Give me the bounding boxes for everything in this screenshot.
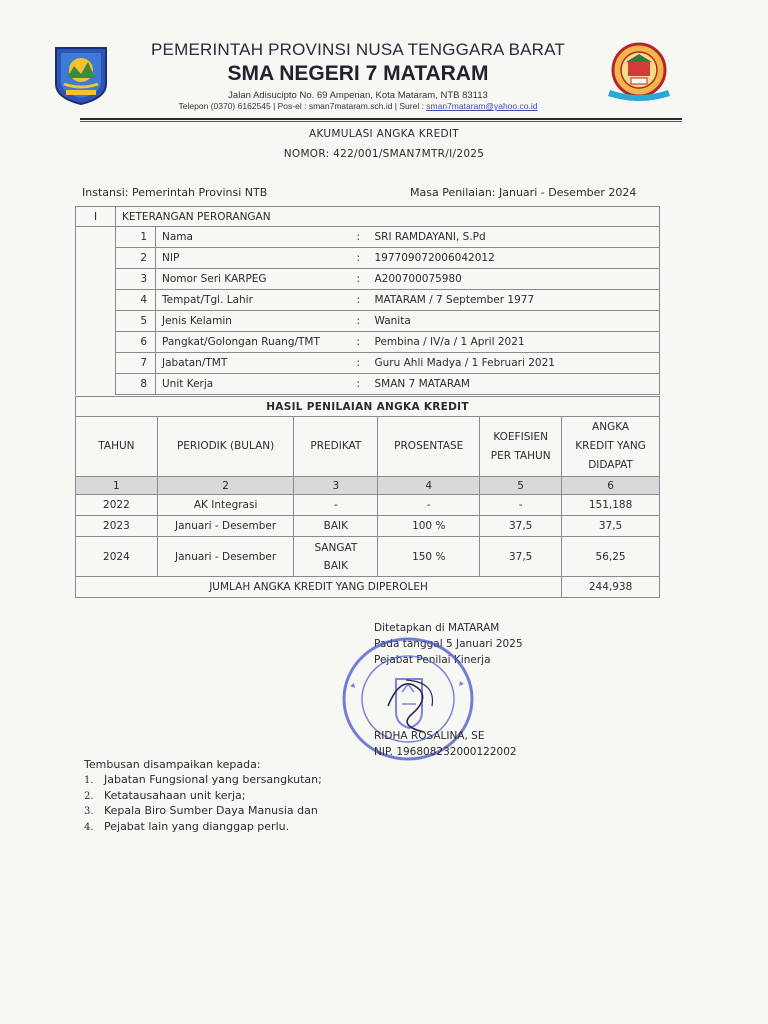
total-row	[76, 577, 660, 598]
letterhead-rule-thick	[80, 118, 682, 120]
cell-tahun: 2023	[76, 516, 158, 537]
list-item	[84, 789, 322, 805]
list-number: 4.	[84, 821, 94, 833]
personal-info-table	[75, 206, 660, 395]
cell-prosentase: 150 %	[378, 537, 480, 577]
colon: :	[356, 315, 361, 327]
colon: :	[356, 231, 361, 243]
indent-cell	[76, 353, 116, 374]
row-number: 1	[116, 227, 156, 248]
row-value: Pembina / IV/a / 1 April 2021	[374, 336, 525, 348]
personal-section-header	[76, 207, 660, 227]
colon: :	[356, 252, 361, 264]
row-value-cell	[351, 353, 660, 374]
signature-role: Pejabat Penilai Kinerja	[374, 654, 491, 666]
row-label: Tempat/Tgl. Lahir	[156, 290, 351, 311]
row-value: MATARAM / 7 September 1977	[374, 294, 535, 306]
letterhead-rule-thin	[80, 121, 682, 122]
document-title: AKUMULASI ANGKA KREDIT	[309, 128, 459, 140]
government-name: PEMERINTAH PROVINSI NUSA TENGGARA BARAT	[151, 40, 565, 59]
row-number: 6	[116, 332, 156, 353]
row-value: SMAN 7 MATARAM	[374, 378, 470, 390]
cell-prosentase: 100 %	[378, 516, 480, 537]
table-row	[76, 495, 660, 516]
row-value: 197709072006042012	[374, 252, 495, 264]
list-text: Jabatan Fungsional yang bersangkutan;	[104, 773, 322, 786]
cell-angka: 151,188	[562, 495, 660, 516]
colon: :	[356, 336, 361, 348]
signer-nip: NIP. 196808232000122002	[374, 746, 517, 758]
table-row	[76, 516, 660, 537]
row-value: Wanita	[374, 315, 411, 327]
section-title: KETERANGAN PERORANGAN	[116, 207, 660, 227]
row-value-cell	[351, 290, 660, 311]
indent-cell	[76, 269, 116, 290]
row-value: SRI RAMDAYANI, S.Pd	[374, 231, 486, 243]
assessment-header-row	[76, 417, 660, 477]
email-link[interactable]: sman7mataram@yahoo.co.id	[426, 101, 538, 111]
indent-cell	[76, 374, 116, 395]
cc-title: Tembusan disampaikan kepada:	[84, 758, 261, 771]
school-contact	[118, 101, 598, 111]
row-label: Unit Kerja	[156, 374, 351, 395]
row-value: Guru Ahli Madya / 1 Februari 2021	[374, 357, 555, 369]
row-number: 8	[116, 374, 156, 395]
school-emblem-icon	[604, 40, 674, 106]
credit-assessment-table	[75, 396, 660, 598]
row-number: 4	[116, 290, 156, 311]
total-label: JUMLAH ANGKA KREDIT YANG DIPEROLEH	[76, 577, 562, 598]
indent-cell	[76, 332, 116, 353]
header-predikat: PREDIKAT	[294, 417, 378, 477]
cc-list	[84, 773, 322, 835]
list-text: Ketatausahaan unit kerja;	[104, 788, 246, 802]
indent-cell	[76, 248, 116, 269]
personal-row-nip	[76, 248, 660, 269]
assessment-caption: HASIL PENILAIAN ANGKA KREDIT	[76, 397, 660, 417]
cell-predikat: SANGAT BAIK	[294, 537, 378, 577]
personal-row-birth	[76, 290, 660, 311]
cell-koefisien: -	[480, 495, 562, 516]
header-periodik: PERIODIK (BULAN)	[157, 417, 294, 477]
row-value-cell	[351, 311, 660, 332]
cell-tahun: 2024	[76, 537, 158, 577]
carbon-copy	[84, 758, 322, 835]
row-label: Jabatan/TMT	[156, 353, 351, 374]
signer-block	[374, 728, 517, 760]
personal-row-nama	[76, 227, 660, 248]
cell-predikat: -	[294, 495, 378, 516]
table-row	[76, 537, 660, 577]
letterhead	[118, 40, 598, 111]
colon: :	[356, 378, 361, 390]
assessment-period: Masa Penilaian: Januari - Desember 2024	[410, 186, 637, 199]
header-prosentase: PROSENTASE	[378, 417, 480, 477]
personal-row-unit	[76, 374, 660, 395]
row-label: Nama	[156, 227, 351, 248]
list-number: 2.	[84, 790, 94, 802]
row-label: Nomor Seri KARPEG	[156, 269, 351, 290]
column-number: 2	[157, 477, 294, 495]
list-text: Pejabat lain yang dianggap perlu.	[104, 819, 290, 833]
section-number: I	[76, 207, 116, 227]
row-label: Jenis Kelamin	[156, 311, 351, 332]
personal-row-gender	[76, 311, 660, 332]
list-number: 1.	[84, 775, 94, 786]
row-value-cell	[351, 248, 660, 269]
document-number: NOMOR: 422/001/SMAN7MTR/I/2025	[283, 148, 485, 160]
row-number: 7	[116, 353, 156, 374]
cell-koefisien: 37,5	[480, 537, 562, 577]
personal-row-rank	[76, 332, 660, 353]
row-number: 3	[116, 269, 156, 290]
row-label: Pangkat/Golongan Ruang/TMT	[156, 332, 351, 353]
total-value: 244,938	[562, 577, 660, 598]
list-item	[84, 773, 322, 789]
school-name: SMA NEGERI 7 MATARAM	[227, 62, 489, 85]
row-value: A200700075980	[374, 273, 462, 285]
indent-cell	[76, 311, 116, 332]
cell-prosentase: -	[378, 495, 480, 516]
row-value-cell	[351, 227, 660, 248]
cell-koefisien: 37,5	[480, 516, 562, 537]
column-number: 1	[76, 477, 158, 495]
cell-angka: 37,5	[562, 516, 660, 537]
cell-periodik: AK Integrasi	[157, 495, 294, 516]
indent-cell	[76, 290, 116, 311]
column-number: 5	[480, 477, 562, 495]
row-value-cell	[351, 269, 660, 290]
row-number: 5	[116, 311, 156, 332]
row-value-cell	[351, 332, 660, 353]
list-number: 3.	[84, 806, 94, 817]
cell-predikat: BAIK	[294, 516, 378, 537]
colon: :	[356, 294, 361, 306]
row-number: 2	[116, 248, 156, 269]
assessment-caption-row	[76, 397, 660, 417]
colon: :	[356, 357, 361, 369]
list-item	[84, 820, 322, 836]
column-number: 4	[378, 477, 480, 495]
indent-cell	[76, 227, 116, 248]
signature-date: Pada tanggal 5 Januari 2025	[374, 638, 523, 650]
colon: :	[356, 273, 361, 285]
cell-tahun: 2022	[76, 495, 158, 516]
row-label: NIP	[156, 248, 351, 269]
cell-periodik: Januari - Desember	[157, 516, 294, 537]
school-address: Jalan Adisucipto No. 69 Ampenan, Kota Mataram, NTB 83113	[228, 90, 488, 101]
list-text: Kepala Biro Sumber Daya Manusia dan	[104, 804, 318, 817]
column-number: 6	[562, 477, 660, 495]
contact-text: Telepon (0370) 6162545 | Pos-el : sman7mataram.sch.id | Surel :	[178, 101, 427, 111]
column-number-row	[76, 477, 660, 495]
instansi-label: Instansi: Pemerintah Provinsi NTB	[82, 186, 268, 199]
row-value-cell	[351, 374, 660, 395]
header-tahun: TAHUN	[76, 417, 158, 477]
personal-row-karpeg	[76, 269, 660, 290]
signature-place: Ditetapkan di MATARAM	[374, 622, 500, 634]
cell-angka: 56,25	[562, 537, 660, 577]
ntb-province-emblem-icon	[52, 44, 110, 106]
signer-name: RIDHA ROSALINA, SE	[374, 730, 485, 742]
column-number: 3	[294, 477, 378, 495]
header-koefisien: KOEFISIEN PER TAHUN	[480, 417, 562, 477]
header-angka-kredit: ANGKA KREDIT YANG DIDAPAT	[562, 417, 660, 477]
personal-row-position	[76, 353, 660, 374]
cell-periodik: Januari - Desember	[157, 537, 294, 577]
list-item	[84, 804, 322, 820]
